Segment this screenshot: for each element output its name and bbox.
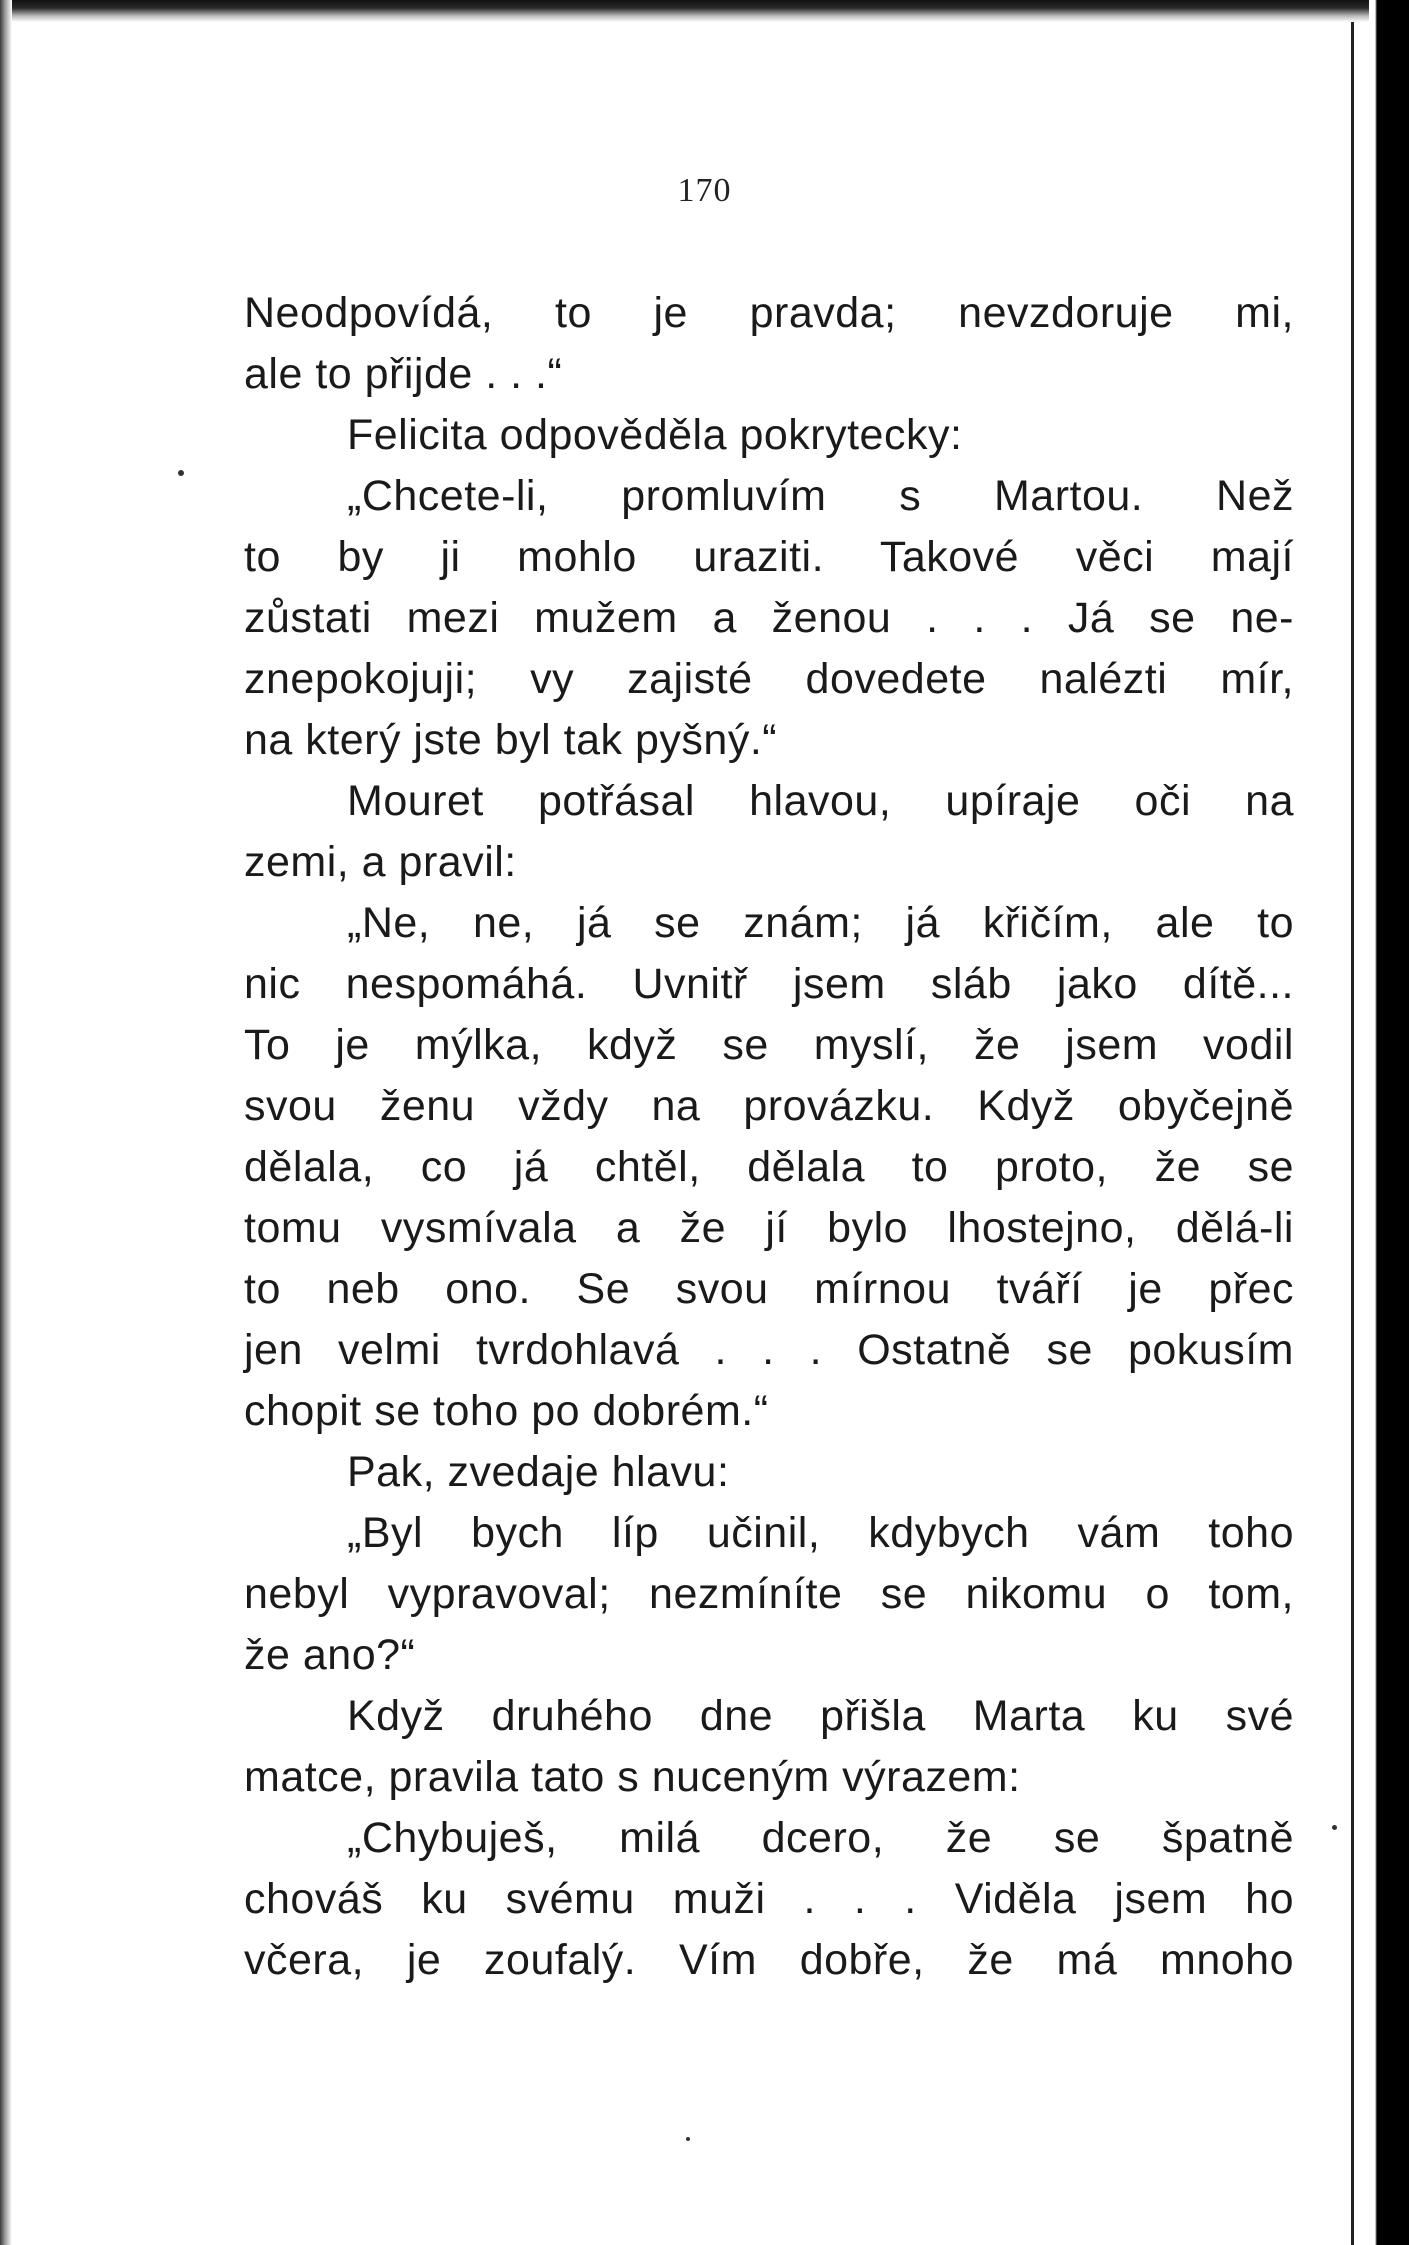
scan-speck	[686, 2137, 690, 2141]
text-line: na který jste byl tak pyšný.“	[244, 716, 778, 764]
text-line: to by ji mohlo uraziti. Takové věci mají	[244, 533, 1294, 581]
scan-border-top	[0, 0, 1409, 22]
text-line: nic nespomáhá. Uvnitř jsem sláb jako dítě...	[244, 960, 1294, 1008]
text-line: jen velmi tvrdohlavá . . . Ostatně se pokusím	[244, 1326, 1294, 1374]
text-line: Když druhého dne přišla Marta ku své	[347, 1692, 1294, 1740]
text-line: matce, pravila tato s nuceným výrazem:	[244, 1753, 1021, 1801]
page-edge-shadow	[1351, 22, 1354, 2245]
text-line: dělala, co já chtěl, dělala to proto, že se	[244, 1143, 1294, 1191]
page-number: 170	[677, 172, 732, 209]
text-line: znepokojuji; vy zajisté dovedete nalézti mír,	[244, 655, 1294, 703]
text-line: „Byl bych líp učinil, kdybych vám toho	[347, 1509, 1294, 1557]
text-line: Pak, zvedaje hlavu:	[347, 1448, 730, 1496]
text-line: „Chcete-li, promluvím s Martou. Než	[347, 472, 1294, 520]
scan-speck	[178, 470, 184, 476]
text-line: včera, je zoufalý. Vím dobře, že má mnoho	[244, 1936, 1294, 1984]
text-line: ale to přijde . . .“	[244, 350, 563, 398]
text-line: Felicita odpověděla pokrytecky:	[347, 411, 963, 459]
text-line: chováš ku svému muži . . . Viděla jsem ho	[244, 1875, 1294, 1923]
text-line: „Chybuješ, milá dcero, že se špatně	[347, 1814, 1294, 1862]
text-line: zůstati mezi mužem a ženou . . . Já se ne-	[244, 594, 1294, 642]
text-line: nebyl vypravoval; nezmíníte se nikomu o tom,	[244, 1570, 1294, 1618]
text-line: tomu vysmívala a že jí bylo lhostejno, dělá-li	[244, 1204, 1294, 1252]
scan-border-right	[1369, 0, 1409, 2245]
text-line: „Ne, ne, já se znám; já křičím, ale to	[347, 899, 1294, 947]
text-line: zemi, a pravil:	[244, 838, 517, 886]
scan-border-left	[0, 0, 12, 2245]
text-line: že ano?“	[244, 1631, 416, 1679]
text-line: to neb ono. Se svou mírnou tváří je přec	[244, 1265, 1294, 1313]
text-line: To je mýlka, když se myslí, že jsem vodil	[244, 1021, 1294, 1069]
body-text	[244, 283, 1294, 1991]
text-line: Neodpovídá, to je pravda; nevzdoruje mi,	[244, 289, 1294, 337]
text-line: svou ženu vždy na provázku. Když obyčejně	[244, 1082, 1294, 1130]
text-line: chopit se toho po dobrém.“	[244, 1387, 769, 1435]
scan-speck	[1332, 1825, 1337, 1830]
text-line: Mouret potřásal hlavou, upíraje oči na	[347, 777, 1294, 825]
